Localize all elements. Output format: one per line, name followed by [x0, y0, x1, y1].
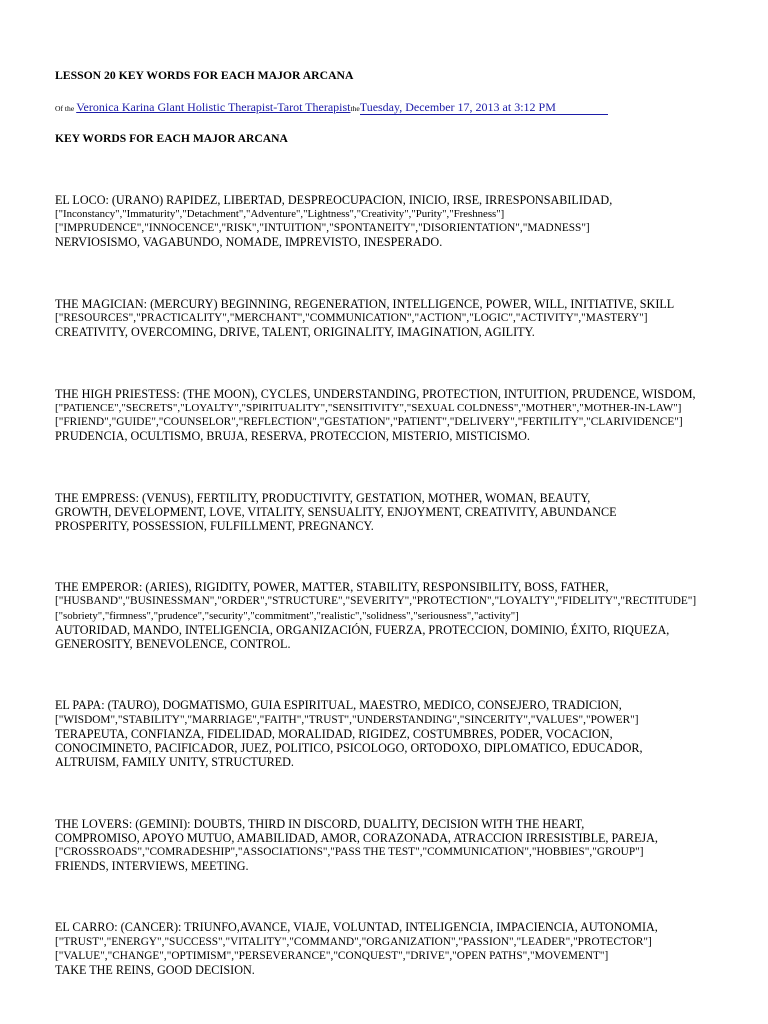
keyword-line: THE HIGH PRIESTESS: (THE MOON), CYCLES, UNDERSTANDING, PROTECTION, INTUITION, PRUDENCE, WISDOM, — [55, 386, 696, 401]
keyword-line: CONOCIMINETO, PACIFICADOR, JUEZ, POLITICO, PSICOLOGO, ORTODOXO, DIPLOMATICO, EDUCADOR, — [55, 740, 643, 755]
arcana-section-el-carro — [55, 920, 696, 977]
keyword-line: NERVIOSISMO, VAGABUNDO, NOMADE, IMPREVISTO, INESPERADO. — [55, 235, 443, 250]
keyword-line: PROSPERITY, POSSESSION, FULFILLMENT, PREGNANCY. — [55, 518, 374, 533]
author-link[interactable]: Veronica Karina Glant Holistic Therapist-Tarot Therapist — [76, 100, 351, 114]
lesson-title: LESSON 20 KEY WORDS FOR EACH MAJOR ARCANA — [55, 69, 354, 82]
keyword-line: GROWTH, DEVELOPMENT, LOVE, VITALITY, SENSUALITY, ENJOYMENT, CREATIVITY, ABUNDANCE — [55, 504, 617, 519]
arcana-section-el-papa — [55, 698, 696, 769]
keyword-line: THE EMPEROR: (ARIES), RIGIDITY, POWER, MATTER, STABILITY, RESPONSIBILITY, BOSS, FATHER, — [55, 580, 609, 595]
arcana-section-the-high-priestess — [55, 387, 696, 444]
keyword-line: THE EMPRESS: (VENUS), FERTILITY, PRODUCTIVITY, GESTATION, MOTHER, WOMAN, BEAUTY, — [55, 490, 591, 505]
keyword-line: TAKE THE REINS, GOOD DECISION. — [55, 963, 255, 978]
keyword-line: ["RESOURCES","PRACTICALITY","MERCHANT","COMMUNICATION","ACTION","LOGIC","ACTIVITY","MASTERY"] — [55, 312, 648, 325]
keyword-line: ["PATIENCE","SECRETS","LOYALTY","SPIRITUALITY","SENSITIVITY","SEXUAL COLDNESS","MOTHER","MOTHER-IN-LAW"] — [55, 401, 682, 414]
arcana-section-the-lovers — [55, 817, 696, 874]
keyword-line: ["VALUE","CHANGE","OPTIMISM","PERSEVERANCE","CONQUEST","DRIVE","OPEN PATHS","MOVEMENT"] — [55, 949, 609, 962]
keyword-line: TERAPEUTA, CONFIANZA, FIDELIDAD, MORALIDAD, RIGIDEZ, COSTUMBRES, PODER, VOCACION, — [55, 726, 613, 741]
keyword-line: COMPROMISO, APOYO MUTUO, AMABILIDAD, AMOR, CORAZONADA, ATRACCION IRRESISTIBLE, PAREJA, — [55, 830, 658, 845]
keyword-line: EL CARRO: (CANCER): TRIUNFO,AVANCE, VIAJE, VOLUNTAD, INTELIGENCIA, IMPACIENCIA, AUTONOMIA, — [55, 920, 658, 935]
keyword-line: THE MAGICIAN: (MERCURY) BEGINNING, REGENERATION, INTELLIGENCE, POWER, WILL, INITIATIVE, SKILL — [55, 296, 675, 311]
keyword-line: PRUDENCIA, OCULTISMO, BRUJA, RESERVA, PROTECCION, MISTERIO, MISTICISMO. — [55, 429, 530, 444]
keyword-line: ALTRUISM, FAMILY UNITY, STRUCTURED. — [55, 755, 294, 770]
keyword-line: CREATIVITY, OVERCOMING, DRIVE, TALENT, ORIGINALITY, IMAGINATION, AGILITY. — [55, 325, 535, 340]
keyword-line: THE LOVERS: (GEMINI): DOUBTS, THIRD IN DISCORD, DUALITY, DECISION WITH THE HEART, — [55, 816, 585, 831]
keyword-line: EL LOCO: (URANO) RAPIDEZ, LIBERTAD, DESPREOCUPACION, INICIO, IRSE, IRRESPONSABILIDAD, — [55, 192, 613, 207]
arcana-section-the-magician — [55, 297, 696, 340]
arcana-section-the-empress — [55, 491, 696, 534]
arcana-keyword-list — [55, 193, 696, 977]
keyword-line: ["CROSSROADS","COMRADESHIP","ASSOCIATIONS","PASS THE TEST","COMMUNICATION","HOBBIES","GROUP"] — [55, 845, 644, 858]
keyword-line: ["HUSBAND","BUSINESSMAN","ORDER","STRUCTURE","SEVERITY","PROTECTION","LOYALTY","FIDELITY","RECTITUDE"] — [55, 595, 697, 608]
keyword-line: ["WISDOM","STABILITY","MARRIAGE","FAITH","TRUST","UNDERSTANDING","SINCERITY","VALUES","POWER"] — [55, 713, 639, 726]
keyword-line: ["Inconstancy","Immaturity","Detachment","Adventure","Lightness","Creativity","Purity","Freshness"] — [55, 208, 505, 221]
byline-connector: the — [350, 104, 360, 113]
keyword-line: FRIENDS, INTERVIEWS, MEETING. — [55, 859, 249, 874]
keyword-line: ["TRUST","ENERGY","SUCCESS","VITALITY","COMMAND","ORGANIZATION","PASSION","LEADER","PROTECTOR"] — [55, 935, 652, 948]
arcana-section-el-loco — [55, 193, 696, 250]
byline — [55, 100, 608, 116]
keyword-line: EL PAPA: (TAURO), DOGMATISMO, GUIA ESPIRITUAL, MAESTRO, MEDICO, CONSEJERO, TRADICION, — [55, 698, 622, 713]
keyword-line: ["FRIEND","GUIDE","COUNSELOR","REFLECTION","GESTATION","PATIENT","DELIVERY","FERTILITY","CLARIVIDENCE"] — [55, 415, 683, 428]
keyword-line: ["sobriety","firmness","prudence","security","commitment","realistic","solidness","seriousness","activity"] — [55, 609, 519, 622]
section-subtitle: KEY WORDS FOR EACH MAJOR ARCANA — [55, 132, 288, 145]
keyword-line: ["IMPRUDENCE","INNOCENCE","RISK","INTUITION","SPONTANEITY","DISORIENTATION","MADNESS"] — [55, 222, 590, 235]
date-link[interactable]: Tuesday, December 17, 2013 at 3:12 PM — [360, 100, 608, 115]
arcana-section-the-emperor — [55, 580, 696, 651]
byline-prefix: Of the — [55, 104, 75, 113]
keyword-line: GENEROSITY, BENEVOLENCE, CONTROL. — [55, 637, 291, 652]
keyword-line: AUTORIDAD, MANDO, INTELIGENCIA, ORGANIZACIÓN, FUERZA, PROTECCION, DOMINIO, ÉXITO, RIQUEZA, — [55, 622, 670, 637]
